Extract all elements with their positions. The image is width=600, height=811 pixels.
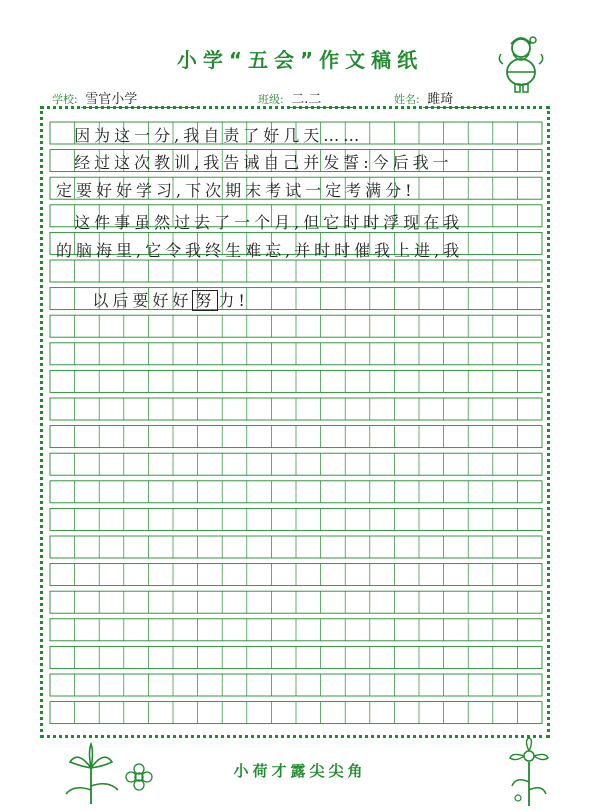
composition-line-6-end: 力!	[218, 291, 249, 310]
composition-line-6	[56, 268, 600, 310]
class-value: 二.二	[287, 88, 355, 108]
class-label: 班级:	[258, 93, 284, 106]
flower-icon	[124, 762, 154, 792]
name-label: 姓名:	[394, 93, 420, 106]
name-value: 雎琦	[423, 88, 491, 108]
school-label: 学校:	[52, 93, 78, 106]
page-title: 小学“五会”作文稿纸	[176, 48, 424, 72]
composition-line-5: 的脑海里,它令我终生难忘,并时时催我上进,我	[56, 241, 464, 260]
lily-icon	[56, 740, 126, 806]
boxed-character: 努	[192, 290, 218, 311]
footer-slogan: 小荷才露尖尖角	[233, 762, 367, 780]
composition-line-4: 这件事虽然过去了一个月,但它时时浮现在我	[56, 213, 464, 232]
composition-line-6-start: 以后要好好	[92, 291, 193, 310]
composition-line-2: 经过这次教训,我告诫自己并发誓:今后我一	[56, 153, 453, 172]
flower-icon	[506, 738, 552, 808]
composition-line-1: 因为这一分,我自责了好几天……	[56, 126, 364, 145]
school-value: 雪官小学	[81, 88, 199, 108]
composition-line-3: 定要好好学习,下次期末考试一定考满分!	[56, 181, 416, 200]
